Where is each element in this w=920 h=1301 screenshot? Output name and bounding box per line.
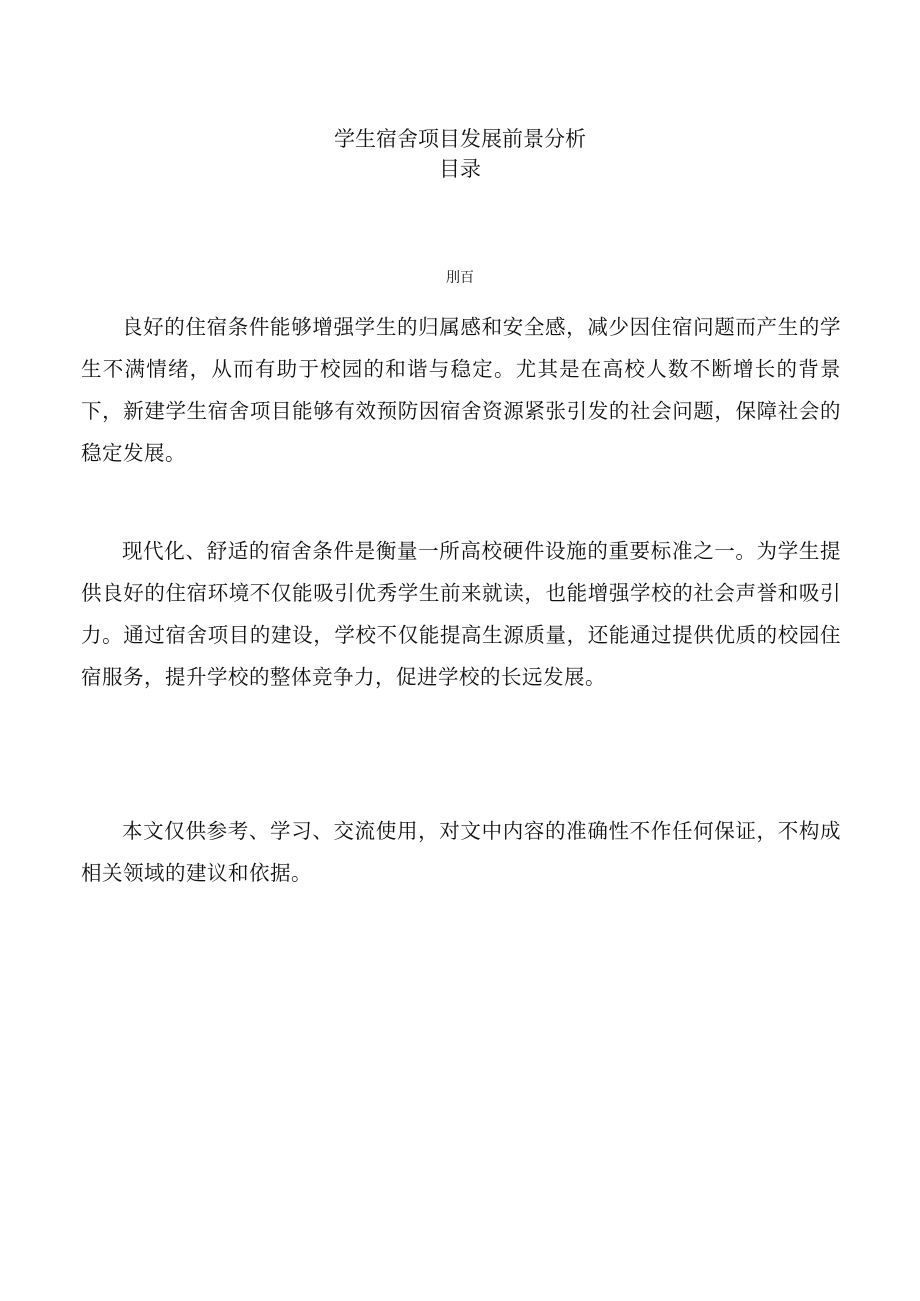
table-of-contents-label: 目录 <box>439 157 481 181</box>
paragraph-1: 良好的住宿条件能够增强学生的归属感和安全感，减少因住宿问题而产生的学生不满情绪，从而有助于校园的和谐与稳定。尤其是在高校人数不断增长的背景下，新建学生宿舍项目能够有效预防因宿舍资源紧张引发的社会问题，保障社会的稳定发展。 <box>81 315 841 465</box>
paragraph-2: 现代化、舒适的宿舍条件是衡量一所高校硬件设施的重要标准之一。为学生提供良好的住宿环境不仅能吸引优秀学生前来就读，也能增强学校的社会声誉和吸引力。通过宿舍项目的建设，学校不仅能提高生源质量，还能通过提供优质的校园住宿服务，提升学校的整体竞争力，促进学校的长远发展。 <box>81 539 841 689</box>
section-heading: 刖百 <box>446 270 474 286</box>
paragraph-3: 本文仅供参考、学习、交流使用，对文中内容的准确性不作任何保证，不构成相关领域的建议和依据。 <box>81 819 841 885</box>
document-title: 学生宿舍项目发展前景分析 <box>334 127 586 151</box>
